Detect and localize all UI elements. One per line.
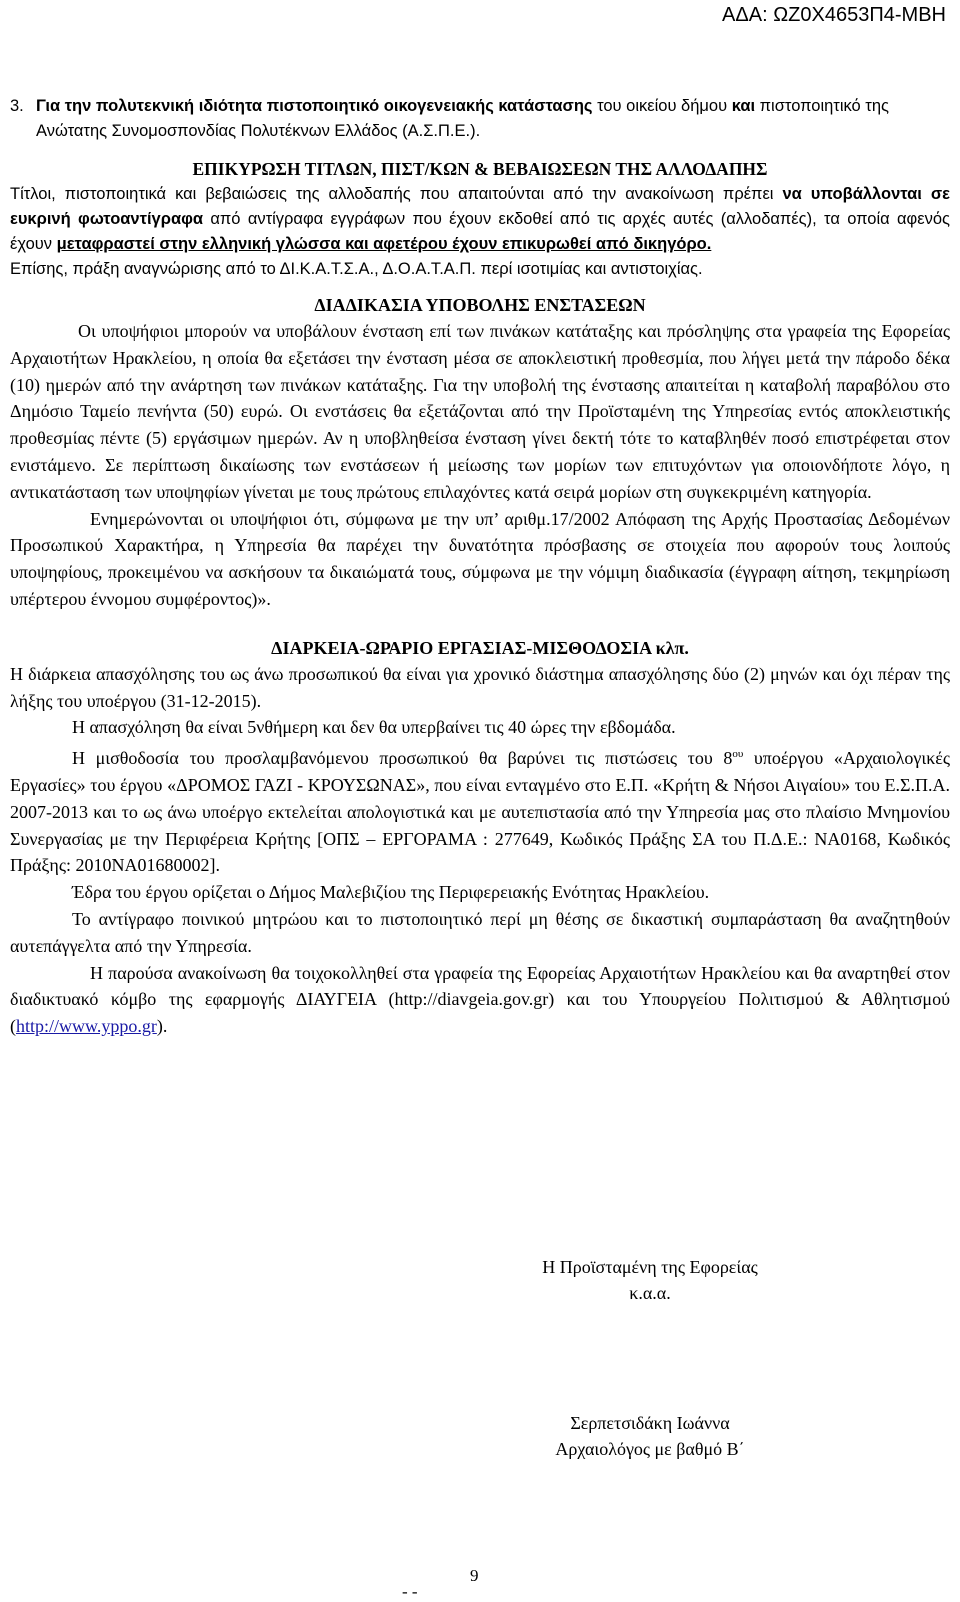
signature-title: Η Προϊσταμένη της Εφορείας: [542, 1257, 758, 1277]
duration-p6-b: ).: [156, 1016, 168, 1037]
duration-p3-a: Η μισθοδοσία του προσλαμβανόμενου προσωπικού θα βαρύνει τις πιστώσεις του 8: [72, 748, 733, 769]
signature-name-block: [510, 1410, 790, 1462]
document-page: [10, 94, 950, 1040]
duration-title: ΔΙΑΡΚΕΙΑ-ΩΡΑΡΙΟ ΕΡΓΑΣΙΑΣ-ΜΙΣΘΟΔΟΣΙΑ κλπ.: [271, 637, 689, 658]
item-3: [10, 94, 950, 144]
duration-p5: Το αντίγραφο ποινικού μητρώου και το πιστοποιητικό περί μη θέσης σε δικαστική συμπαράσταση θα αναζητηθούν αυτεπάγγελτα από την Υπηρεσία.: [10, 908, 950, 956]
foreign-paragraph: [10, 182, 950, 257]
signatory-name: Σερπετσιδάκη Ιωάννα: [570, 1413, 730, 1433]
duration-p6-a: Η παρούσα ανακοίνωση θα τοιχοκολληθεί στα γραφεία της Εφορείας Αρχαιοτήτων Ηρακλείου και θα αναρτηθεί στον διαδικτυακό κόμβο της εφαρμογής ΔΙΑΥΓΕΙΑ (http://diavgeia.gov.gr) και του Υπουργείου Πολιτισμού & Αθλητισμού (: [10, 962, 950, 1037]
duration-p3-sup: ου: [732, 748, 744, 761]
objections-p1: Οι υποψήφιοι μπορούν να υποβάλουν ένσταση επί των πινάκων κατάταξης και πρόσληψης στα γραφεία της Εφορείας Αρχαιοτήτων Ηρακλείου, η οποία θα εξετάσει την ένσταση μέσα σε αποκλειστική προθεσμία, που λήγει μετά την πάροδο δέκα (10) ημερών από την ανάρτηση των πινάκων κατάταξης. Για την υποβολή της ένστασης απαιτείται η καταβολή παραβόλου στο Δημόσιο Ταμείο πενήντα (50) ευρώ. Οι ενστάσεις θα εξετάζονται από την Προϊσταμένη της Υπηρεσίας εντός αποκλειστικής προθεσμίας πέντε (5) εργάσιμων ημερών. Αν η υποβληθείσα ένσταση γίνει δεκτή τότε το καταβληθέν ποσό επιστρέφεται στον ενιστάμενο. Σε περίπτωση δικαίωσης των ενστάσεων ή μείωσης των μορίων των επιτυχόντων για οποιονδήποτε λόγο, η αντικατάσταση των υποψηφίων γίνεται με τους πρώτους επιλαχόντες κατά σειρά μορίων στη συγκεκριμένη κατηγορία.: [10, 321, 950, 502]
item-3-text2: πιστοποιητικό της Ανώτατης Συνομοσπονδίας Πολυτέκνων Ελλάδος (Α.Σ.Π.Ε.).: [36, 97, 889, 140]
duration-p4: Έδρα του έργου ορίζεται ο Δήμος Μαλεβιζίου της Περιφερειακής Ενότητας Ηρακλείου.: [72, 882, 710, 903]
ada-code: ΑΔΑ: ΩΖ0Χ4653Π4-ΜΒΗ: [722, 4, 946, 26]
duration-p1: Η διάρκεια απασχόλησης του ως άνω προσωπικού θα είναι για χρονικό διάστημα απασχόλησης δύο (2) μηνών και όχι πέραν της λήξης του υποέργου (31-12-2015).: [10, 663, 950, 711]
duration-p2: Η απασχόληση θα είναι 5νθήμερη και δεν θα υπερβαίνει τις 40 ώρες την εβδομάδα.: [72, 717, 676, 738]
signature-deputy: κ.α.α.: [629, 1283, 671, 1303]
signatory-role: Αρχαιολόγος με βαθμό Β΄: [555, 1439, 745, 1459]
objections-title: ΔΙΑΔΙΚΑΣΙΑ ΥΠΟΒΟΛΗΣ ΕΝΣΤΑΣΕΩΝ: [314, 295, 646, 315]
yppo-link[interactable]: http://www.yppo.gr: [16, 1016, 157, 1037]
foreign-title: ΕΠΙΚΥΡΩΣΗ ΤΙΤΛΩΝ, ΠΙΣΤ/ΚΩΝ & ΒΕΒΑΙΩΣΕΩΝ ΤΗΣ ΑΛΛΟΔΑΠΗΣ: [192, 159, 768, 179]
page-dashes: - -: [402, 1582, 418, 1601]
item-3-bold-and: και: [731, 97, 756, 115]
item-3-bold: Για την πολυτεκνική ιδιότητα πιστοποιητικό οικογενειακής κατάστασης: [36, 97, 593, 115]
item-number: 3.: [10, 97, 24, 115]
duration-p3-b: υποέργου «Αρχαιολογικές Εργασίες» του έργου «ΔΡΟΜΟΣ ΓΑΖΙ - ΚΡΟΥΣΩΝΑΣ», που είναι ενταγμένο στο Ε.Π. «Κρήτη & Νήσοι Αιγαίου» του Ε.Σ.Π.Α. 2007-2013 και το ως άνω υποέργο εκτελείται απολογιστικά και με αυτεπιστασία από την Υπηρεσία μας στο πλαίσιο Μνημονίου Συνεργασίας με την Περιφέρεια Κρήτης [ΟΠΣ – ΕΡΓΟΡΑΜΑ : 277649, Κωδικός Πράξης ΣΑ του Π.Δ.Ε.: ΝΑ0168, Κωδικός Πράξης: 2010ΝΑ01680002].: [10, 748, 950, 876]
foreign-recognition: Επίσης, πράξη αναγνώρισης από το ΔΙ.Κ.Α.Τ.Σ.Α., Δ.Ο.Α.Τ.Α.Π. περί ισοτιμίας και αντιστοιχίας.: [10, 260, 703, 278]
foreign-underline: μεταφραστεί στην ελληνική γλώσσα και αφετέρου έχουν επικυρωθεί από δικηγόρο.: [56, 235, 712, 253]
foreign-text2: από αντίγραφα εγγράφων που έχουν εκδοθεί από τις αρχές αυτές (αλλοδαπές), τα οποία αφενός έχουν: [10, 210, 950, 253]
duration-p3: [10, 741, 950, 879]
foreign-text1: Τίτλοι, πιστοποιητικά και βεβαιώσεις της αλλοδαπής που απαιτούνται από την ανακοίνωση πρέπει: [10, 185, 783, 203]
duration-p6: [10, 960, 950, 1040]
signature-block: [500, 1254, 800, 1306]
item-3-text: του οικείου δήμου: [592, 97, 732, 115]
objections-p2: Ενημερώνονται οι υποψήφιοι ότι, σύμφωνα με την υπ’ αριθμ.17/2002 Απόφαση της Αρχής Προστασίας Δεδομένων Προσωπικού Χαρακτήρα, η Υπηρεσία θα παρέχει την δυνατότητα πρόσβασης σε στοιχεία που αφορούν τους λοιπούς υποψηφίους, προκειμένου να ασκήσουν τα δικαιώματά τους, σύμφωνα με την νόμιμη διαδικασία (έγγραφη αίτηση, τεκμηρίωση υπέρτερου έννομου συμφέροντος)».: [10, 508, 950, 609]
page-number: 9: [470, 1566, 479, 1585]
foreign-bold: να υποβάλλονται σε ευκρινή φωτοαντίγραφα: [10, 185, 951, 228]
